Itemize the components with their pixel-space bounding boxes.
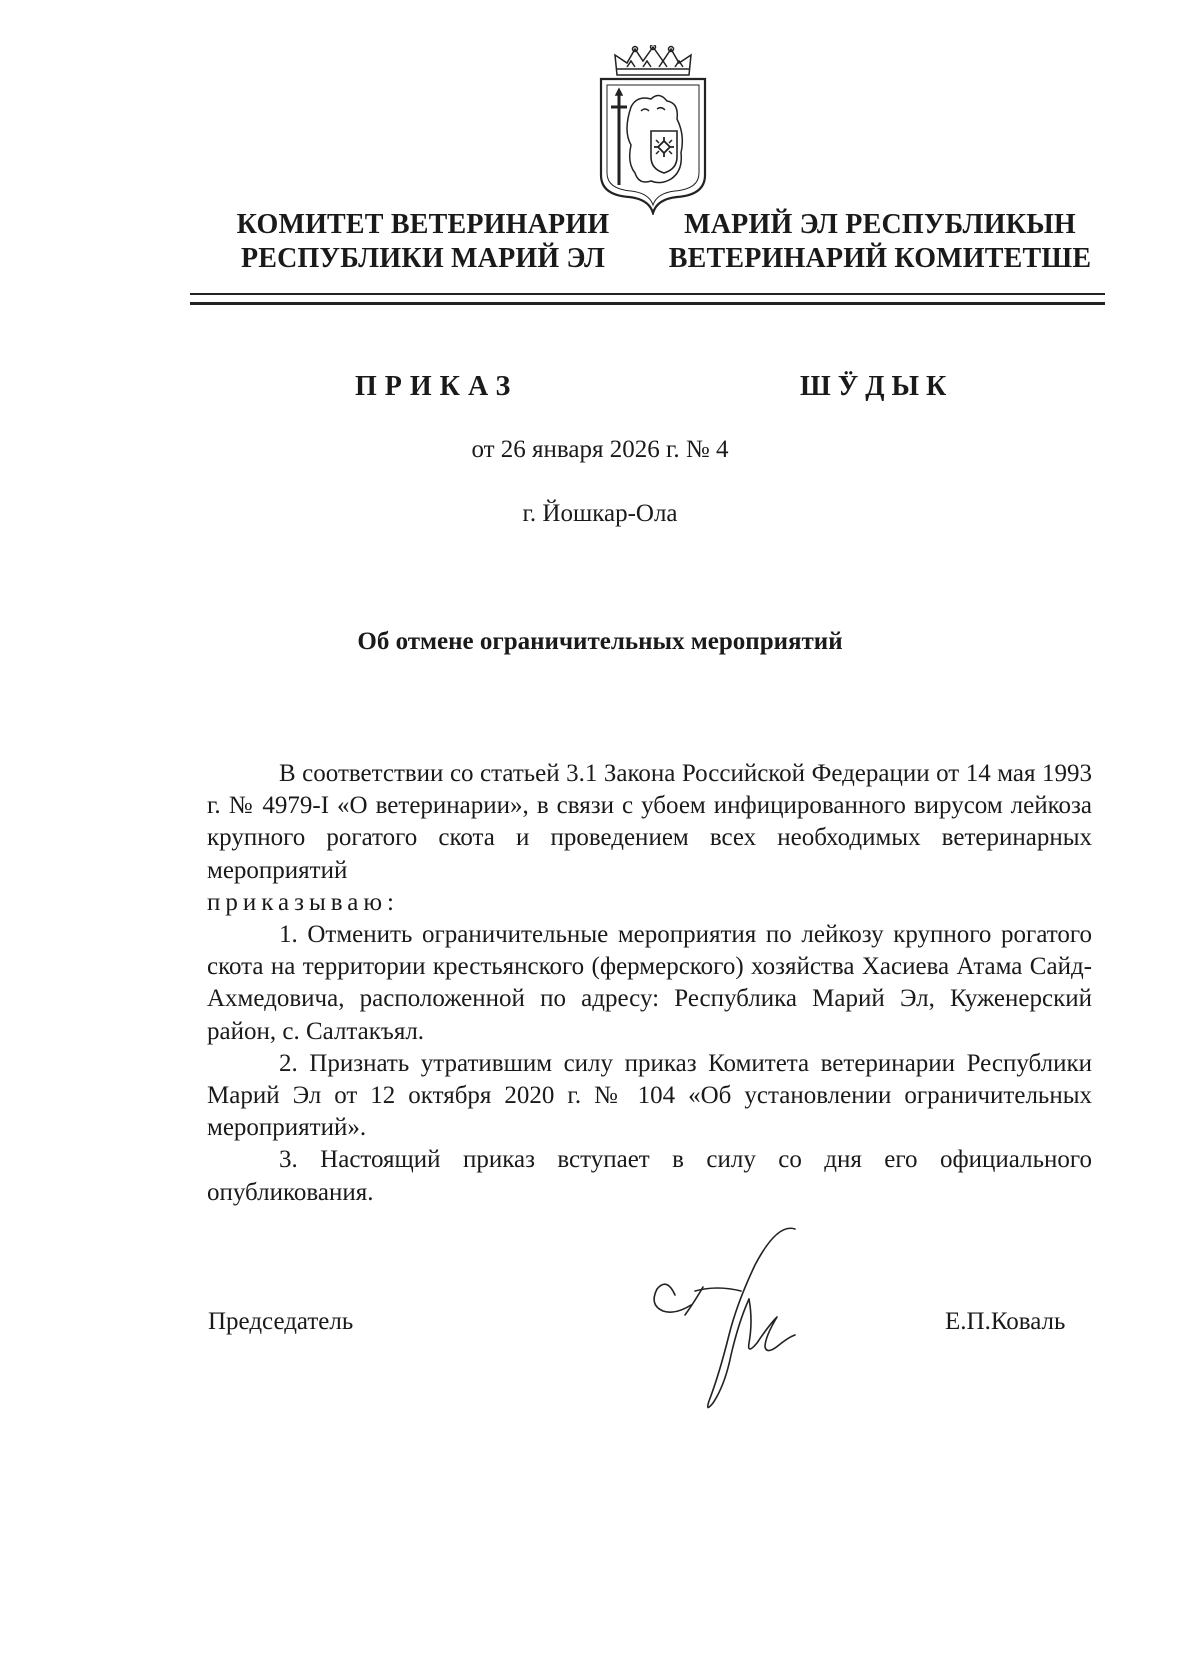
org-name-mari-line1: МАРИЙ ЭЛ РЕСПУБЛИКЫН [684, 209, 1076, 240]
handwritten-signature-icon [645, 1225, 845, 1420]
signer-position: Председатель [208, 1308, 354, 1335]
coat-of-arms-icon [597, 45, 709, 215]
body-item-3: 3. Настоящий приказ вступает в силу со дня его официального опубликования. [207, 1146, 1092, 1206]
body-item-1: 1. Отменить ограничительные мероприятия по лейкозу крупного рогатого скота на территории крестьянского (фермерского) хозяйства Хасиева Атама Сайд-Ахмедовича, расположенной по адресу: Республика Марий Эл, Куженерский район, с. Салтакъял. [207, 921, 1092, 1045]
document-title: Об отмене ограничительных мероприятий [357, 628, 843, 655]
header-divider-thin [190, 293, 1105, 295]
signer-name: Е.П.Коваль [945, 1308, 1066, 1335]
org-name-russian [218, 208, 628, 276]
body-order-word: приказываю: [207, 888, 399, 916]
header-divider-thick [190, 302, 1105, 305]
org-name-russian-line2: РЕСПУБЛИКИ МАРИЙ ЭЛ [240, 243, 606, 274]
body-preamble: В соответствии со статьей 3.1 Закона Российской Федерации от 14 мая 1993 г. № 4979-I «О ветеринарии», в связи с убоем инфицированного вирусом лейкоза крупного рогатого скота и проведением всех необходимых ветеринарных мероприятий [207, 760, 1092, 884]
org-name-russian-line1: КОМИТЕТ ВЕТЕРИНАРИИ [236, 209, 610, 240]
org-name-mari-line2: ВЕТЕРИНАРИЙ КОМИТЕТШЕ [668, 243, 1092, 274]
document-city: г. Йошкар-Ола [522, 500, 678, 527]
body-item-2: 2. Признать утратившим силу приказ Комитета ветеринарии Республики Марий Эл от 12 октября 2020 г. № 104 «Об установлении ограничительных мероприятий». [207, 1049, 1092, 1142]
document-kind-russian: ПРИКАЗ [355, 371, 519, 402]
document-body [207, 758, 1092, 1209]
document-kind-mari: ШӰДЫК [800, 371, 954, 402]
org-name-mari [660, 208, 1100, 276]
document-date-number: от 26 января 2026 г. № 4 [471, 436, 729, 463]
